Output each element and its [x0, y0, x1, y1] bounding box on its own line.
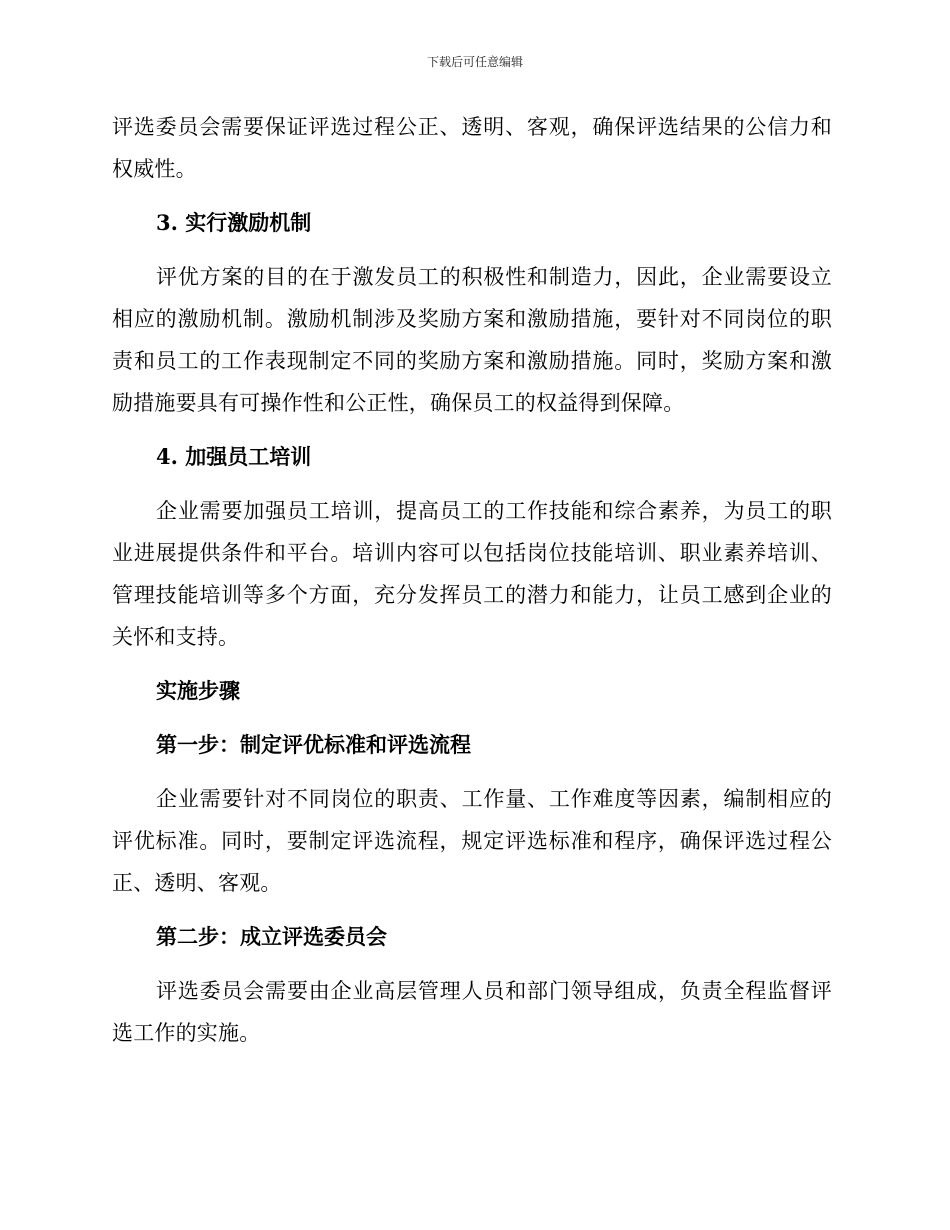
- heading-implementation-steps: 实施步骤: [156, 678, 240, 703]
- paragraph-step-two: 评选委员会需要由企业高层管理人员和部门领导组成，负责全程监督评选工作的实施。: [112, 979, 832, 1045]
- document-body: [112, 106, 832, 1054]
- paragraph-incentive-mechanism: 评优方案的目的在于激发员工的积极性和制造力，因此，企业需要设立相应的激励机制。激励机制涉及奖励方案和激励措施，要针对不同岗位的职责和员工的工作表现制定不同的奖励方案和激励措施。同时，奖励方案和激励措施要具有可操作性和公正性，确保员工的权益得到保障。: [112, 265, 832, 415]
- heading-step-two: 第二步：成立评选委员会: [156, 924, 387, 949]
- header-note: 下载后可任意编辑: [426, 55, 523, 69]
- heading-incentive-mechanism: 3. 实行激励机制: [156, 210, 312, 235]
- heading-employee-training: 4. 加强员工培训: [156, 444, 312, 469]
- paragraph-employee-training: 企业需要加强员工培训，提高员工的工作技能和综合素养，为员工的职业进展提供条件和平台。培训内容可以包括岗位技能培训、职业素养培训、管理技能培训等多个方面，充分发挥员工的潜力和能力，让员工感到企业的关怀和支持。: [112, 499, 832, 649]
- paragraph-step-one: 企业需要针对不同岗位的职责、工作量、工作难度等因素，编制相应的评优标准。同时，要制定评选流程，规定评选标准和程序，确保评选过程公正、透明、客观。: [112, 787, 832, 895]
- heading-step-one: 第一步：制定评优标准和评选流程: [156, 732, 471, 757]
- paragraph-committee-fairness: 评选委员会需要保证评选过程公正、透明、客观，确保评选结果的公信力和权威性。: [112, 115, 832, 181]
